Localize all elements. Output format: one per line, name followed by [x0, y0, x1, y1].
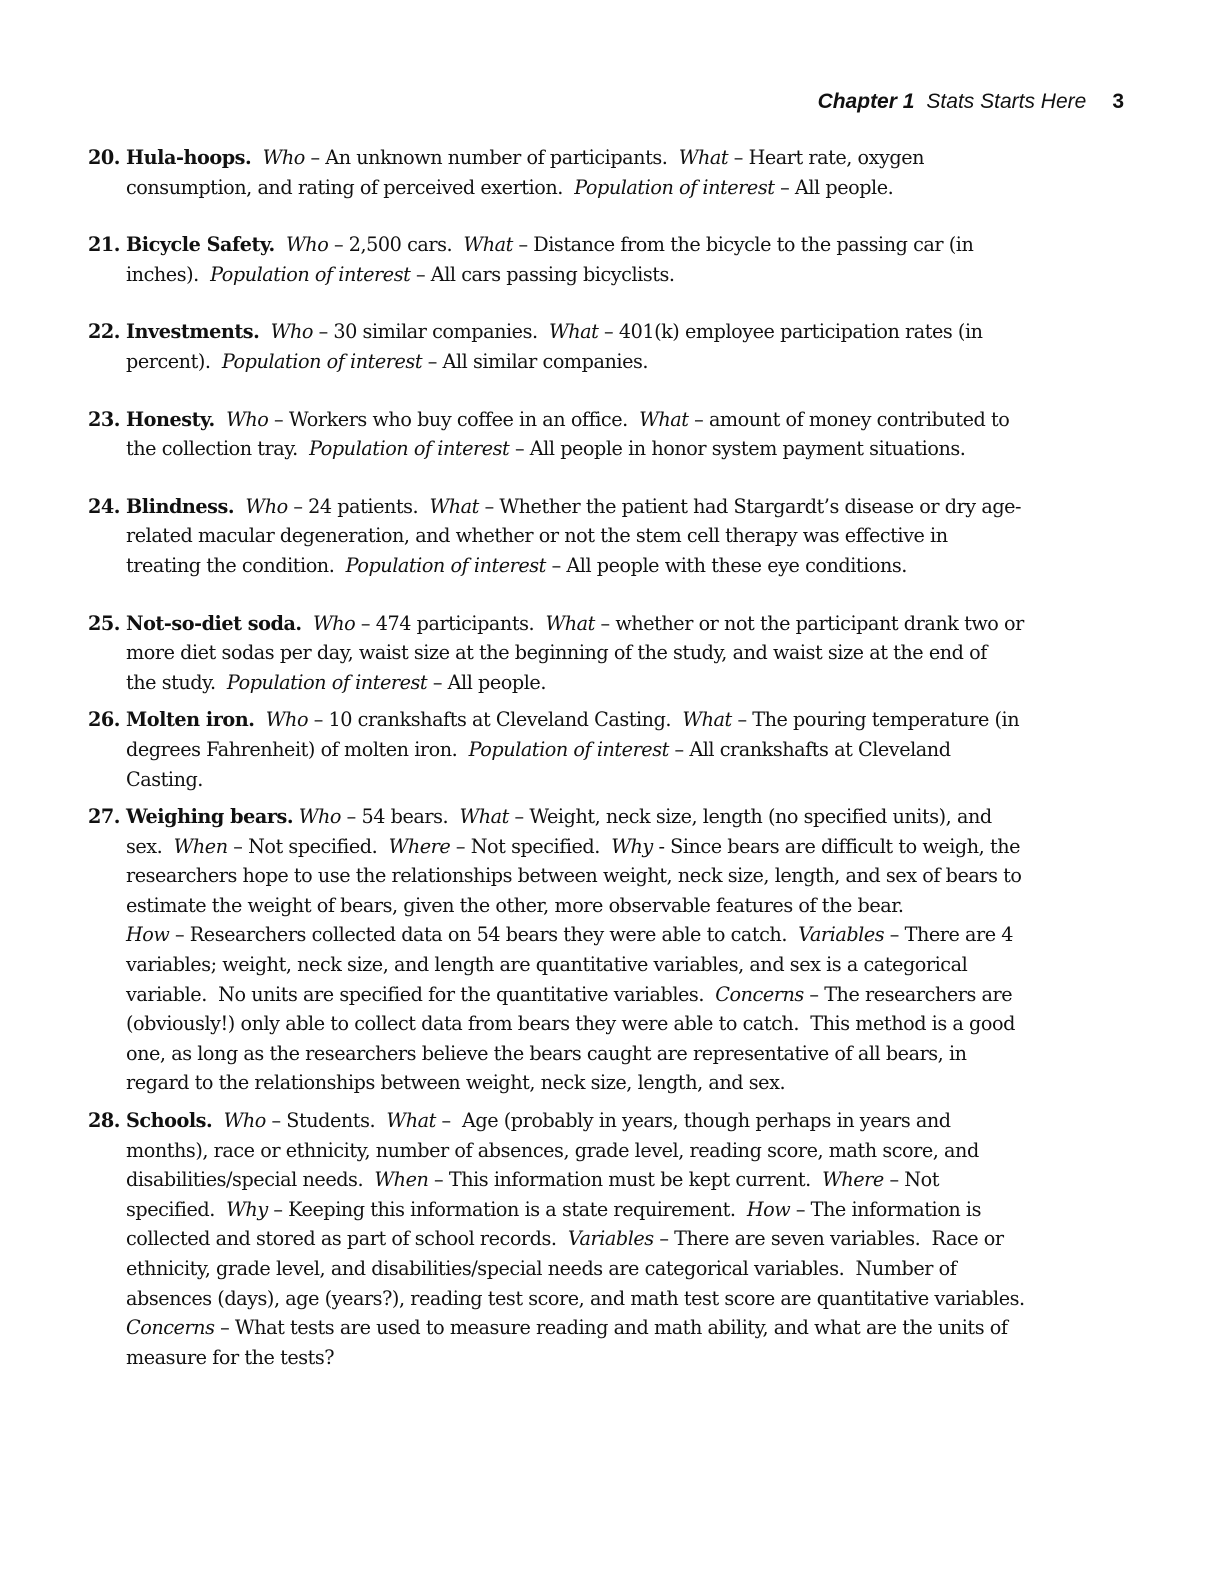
- body-text: – All people.: [774, 175, 894, 199]
- body-text: – Workers who buy coffee in an office.: [268, 407, 640, 431]
- body-text: sex.: [126, 834, 174, 858]
- body-text: – What tests are used to measure reading and math ability, and what are the units of: [214, 1316, 1008, 1340]
- body-text: disabilities/special needs.: [126, 1168, 375, 1192]
- problem-28: [88, 1106, 1128, 1372]
- body-text: variable. No units are specified for the quantitative variables.: [126, 982, 716, 1006]
- text-line: [126, 1195, 1128, 1225]
- field-label: Population of interest: [221, 349, 423, 373]
- text-line: [126, 347, 1128, 377]
- field-label: Who: [223, 1109, 266, 1133]
- field-label: Who: [226, 407, 269, 431]
- body-text: regard to the relationships between weight, neck size, length, and sex.: [126, 1071, 786, 1095]
- text-line: [126, 1136, 1128, 1166]
- text-line: [126, 317, 1128, 347]
- text-line: [126, 1343, 1128, 1373]
- problem-number: 25.: [88, 611, 121, 635]
- field-label: How: [126, 923, 170, 947]
- field-label: Why: [226, 1197, 268, 1221]
- body-text: – All people.: [427, 670, 546, 694]
- problem-title: Blindness.: [126, 494, 235, 518]
- field-label: What: [548, 320, 599, 344]
- body-text: – Distance from the bicycle to the passing car (in: [512, 233, 974, 257]
- text-line: [126, 1009, 1128, 1039]
- problem-number: 21.: [88, 233, 121, 257]
- text-line: [126, 891, 1128, 921]
- body-text: – Researchers collected data on 54 bears they were able to catch.: [169, 923, 799, 947]
- body-text: the collection tray.: [126, 437, 310, 461]
- body-text: ethnicity, grade level, and disabilities/special needs are categorical variables. Number of: [126, 1257, 957, 1280]
- problem-title: Investments.: [126, 320, 260, 344]
- body-text: [212, 1109, 223, 1132]
- body-text: – There are 4: [884, 923, 1014, 947]
- body-text: – whether or not the participant drank two or: [594, 611, 1024, 635]
- body-text: Casting.: [126, 767, 203, 791]
- problem-25: [88, 609, 1128, 698]
- text-line: [126, 230, 1128, 260]
- body-text: [275, 233, 286, 256]
- body-text: – The information is: [790, 1197, 981, 1221]
- problem-24: [88, 492, 1128, 581]
- body-text: percent).: [126, 349, 222, 373]
- field-label: What: [459, 805, 509, 829]
- field-label: Who: [265, 708, 309, 732]
- problem-title: Bicycle Safety.: [126, 233, 275, 257]
- text-line: [126, 705, 1128, 735]
- body-text: [254, 708, 265, 731]
- text-line: [126, 1165, 1128, 1195]
- field-label: What: [682, 708, 732, 732]
- text-line: [126, 492, 1128, 522]
- text-line: [126, 260, 1128, 290]
- body-text: variables; weight, neck size, and length are quantitative variables, and sex is a categorical: [126, 953, 968, 977]
- field-label: How: [746, 1197, 791, 1221]
- problem-27: [88, 802, 1128, 1098]
- field-label: What: [545, 611, 595, 635]
- body-text: – amount of money contributed to: [688, 407, 1010, 431]
- problem-22: [88, 317, 1128, 376]
- field-label: Population of interest: [210, 262, 411, 286]
- body-text: collected and stored as part of school records.: [126, 1227, 568, 1251]
- text-line: [126, 765, 1128, 795]
- body-text: – Heart rate, oxygen: [728, 146, 925, 169]
- body-text: related macular degeneration, and whether or not the stem cell therapy was effective in: [126, 524, 948, 548]
- body-text: – Students.: [265, 1109, 387, 1133]
- text-line: [126, 950, 1128, 980]
- problem-20: [88, 143, 1128, 202]
- body-text: – 54 bears.: [341, 805, 460, 829]
- field-label: What: [429, 494, 479, 518]
- body-text: – Not specified.: [450, 834, 612, 858]
- body-text: [302, 612, 313, 635]
- field-label: Population of interest: [468, 737, 669, 761]
- field-label: Who: [262, 146, 305, 169]
- body-text: - Since bears are difficult to weigh, the: [652, 834, 1021, 858]
- field-label: Who: [298, 805, 342, 829]
- field-label: Variables: [567, 1227, 654, 1251]
- text-line: [126, 551, 1128, 581]
- field-label: Population of interest: [345, 553, 546, 577]
- text-line: [126, 832, 1128, 862]
- body-text: [215, 408, 226, 431]
- field-label: What: [639, 407, 689, 431]
- page-number: 3: [1112, 90, 1124, 113]
- text-line: [126, 1068, 1128, 1098]
- text-line: [126, 668, 1128, 698]
- body-text: [259, 320, 270, 343]
- body-text: – 10 crankshafts at Cleveland Casting.: [308, 708, 683, 732]
- body-text: consumption, and rating of perceived exertion.: [126, 175, 575, 199]
- body-text: [251, 146, 262, 169]
- field-label: Who: [312, 611, 356, 635]
- field-label: Why: [611, 834, 653, 858]
- body-text: – Not: [883, 1168, 939, 1192]
- body-text: – All people with these eye conditions.: [545, 553, 907, 577]
- field-label: Who: [245, 494, 288, 518]
- problem-title: Honesty.: [126, 407, 215, 431]
- body-text: – All people in honor system payment situations.: [509, 437, 966, 461]
- body-text: one, as long as the researchers believe the bears caught are representative of all bears, in: [126, 1041, 967, 1065]
- problem-number: 27.: [88, 805, 121, 829]
- text-line: [126, 980, 1128, 1010]
- body-text: – All similar companies.: [422, 349, 649, 373]
- field-label: Variables: [798, 923, 885, 947]
- text-line: [126, 173, 1128, 203]
- body-text: – Keeping this information is a state requirement.: [267, 1197, 747, 1221]
- body-text: months), race or ethnicity, number of absences, grade level, reading score, math score, and: [126, 1138, 979, 1162]
- field-label: Who: [286, 233, 329, 257]
- body-text: – All cars passing bicyclists.: [410, 262, 675, 286]
- problem-number: 20.: [88, 146, 121, 169]
- text-line: [126, 1039, 1128, 1069]
- body-text: the study.: [126, 670, 227, 694]
- text-line: [126, 1284, 1128, 1314]
- problem-21: [88, 230, 1128, 289]
- text-line: [126, 735, 1128, 765]
- field-label: Concerns: [715, 982, 804, 1006]
- problem-title: Weighing bears.: [126, 805, 294, 829]
- body-text: – There are seven variables. Race or: [653, 1227, 1004, 1251]
- body-text: – 401(k) employee participation rates (in: [598, 320, 983, 344]
- text-line: [126, 861, 1128, 891]
- body-text: – Weight, neck size, length (no specified units), and: [508, 805, 992, 829]
- body-text: more diet sodas per day, waist size at the beginning of the study, and waist size at the end of: [126, 641, 987, 665]
- body-text: – The researchers are: [803, 982, 1013, 1006]
- problem-title: Schools.: [126, 1109, 213, 1133]
- text-line: [126, 1313, 1128, 1343]
- body-text: – 474 participants.: [355, 611, 546, 635]
- field-label: When: [374, 1168, 429, 1192]
- text-line: [126, 405, 1128, 435]
- body-text: – This information must be kept current.: [428, 1168, 823, 1192]
- text-line: [126, 1254, 1128, 1284]
- field-label: Who: [270, 320, 313, 344]
- body-text: – An unknown number of participants.: [304, 146, 679, 169]
- text-line: [126, 802, 1128, 832]
- problem-number: 23.: [88, 407, 121, 431]
- body-text: inches).: [126, 262, 211, 286]
- chapter-label: Chapter 1: [817, 90, 915, 113]
- field-label: Where: [822, 1168, 884, 1192]
- body-text: measure for the tests?: [126, 1345, 335, 1369]
- problem-23: [88, 405, 1128, 464]
- body-text: (obviously!) only able to collect data from bears they were able to catch. This method is a good: [126, 1012, 1015, 1036]
- text-line: [126, 1106, 1128, 1136]
- text-line: [126, 920, 1128, 950]
- field-label: Concerns: [126, 1316, 215, 1340]
- text-line: [126, 143, 1128, 173]
- body-text: degrees Fahrenheit) of molten iron.: [126, 737, 469, 761]
- body-text: specified.: [126, 1197, 227, 1221]
- body-text: – 24 patients.: [287, 494, 430, 518]
- field-label: When: [173, 834, 228, 858]
- field-label: Where: [388, 834, 451, 858]
- body-text: estimate the weight of bears, given the other, more observable features of the bear.: [126, 893, 904, 917]
- text-line: [126, 638, 1128, 668]
- problem-26: [88, 705, 1128, 794]
- field-label: Population of interest: [226, 670, 428, 694]
- problem-title: Not-so-diet soda.: [126, 611, 302, 635]
- page-header: [818, 90, 1124, 114]
- field-label: Population of interest: [309, 437, 510, 461]
- body-text: [234, 495, 245, 518]
- problem-number: 26.: [88, 708, 121, 732]
- body-text: treating the condition.: [126, 553, 346, 577]
- problem-number: 28.: [88, 1109, 121, 1133]
- text-line: [126, 521, 1128, 551]
- body-text: researchers hope to use the relationships between weight, neck size, length, and sex of bears to: [126, 864, 1022, 888]
- problem-title: Hula-hoops.: [126, 146, 252, 169]
- problem-title: Molten iron.: [126, 708, 255, 732]
- text-line: [126, 434, 1128, 464]
- body-text: – Whether the patient had Stargardt’s disease or dry age-: [478, 494, 1022, 518]
- body-text: – 2,500 cars.: [328, 233, 464, 257]
- body-text: – 30 similar companies.: [312, 320, 549, 344]
- body-text: – The pouring temperature (in: [731, 708, 1020, 732]
- body-text: absences (days), age (years?), reading test score, and math test score are quantitative variables.: [126, 1286, 1025, 1310]
- chapter-title: Stats Starts Here: [926, 90, 1087, 113]
- field-label: Population of interest: [574, 175, 775, 199]
- field-label: What: [386, 1109, 436, 1133]
- field-label: What: [463, 233, 513, 257]
- problem-number: 24.: [88, 494, 121, 518]
- body-text: – Age (probably in years, though perhaps in years and: [435, 1109, 951, 1133]
- field-label: What: [678, 146, 729, 169]
- body-text: – All crankshafts at Cleveland: [668, 737, 951, 761]
- text-line: [126, 1224, 1128, 1254]
- exercise-solutions: [88, 143, 1128, 1372]
- text-line: [126, 609, 1128, 639]
- body-text: – Not specified.: [227, 834, 389, 858]
- problem-number: 22.: [88, 320, 121, 344]
